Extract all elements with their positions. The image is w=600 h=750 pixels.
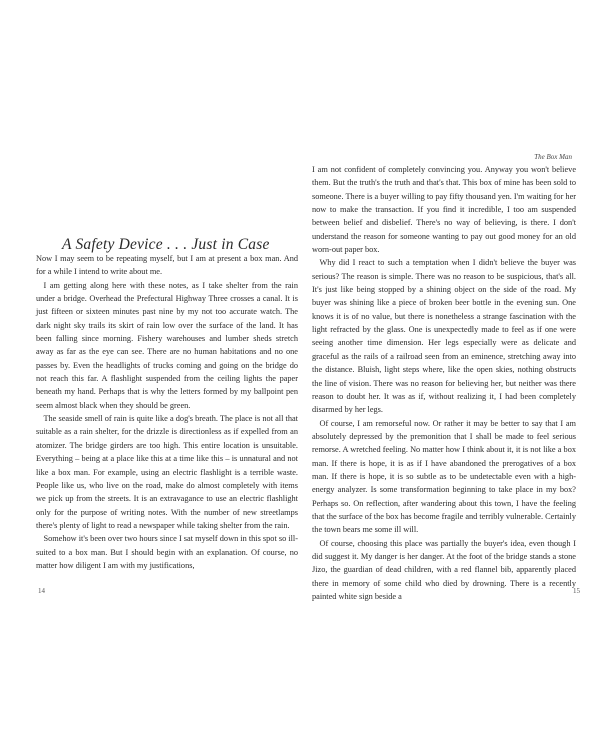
paragraph: Of course, I am remorseful now. Or rather it may be better to say that I am absolutely depressed by the premonition that I shall be made to feel serious remorse. A wretched feeling. No matter how I think about it, it is not like a box man. If there is hope, it is as if I have abandoned the prerogatives of a box man. If there is hope, it is so subtle as to be undetectable even with a high-energy analyzer. Is some transformation beginning to take place in my box? Perhaps so. On reflection, after wandering about this town, I have the feeling that the surface of the box has become fragile and terribly vulnerable. Certainly the town bears me some ill will. xyxy=(312,418,576,535)
paragraph: Now I may seem to be repeating myself, but I am at present a box man. And for a while I intend to write about me. xyxy=(36,254,298,277)
paragraph: Of course, choosing this place was partially the buyer's idea, even though I did suggest it. My danger is her danger. At the foot of the bridge stands a stone Jizo, the guardian of dead children, with a red flannel bib, apparently placed there in memory of some child who died by drowning. There is a recently painted white sign beside a xyxy=(312,538,576,601)
left-body-text xyxy=(36,252,298,572)
paragraph: I am not confident of completely convincing you. Anyway you won't believe them. But the truth's the truth and that's that. This box of mine has been sold to someone. There is a buyer willing to pay fifty thousand yen. I'm waiting for her now to make the transaction. If you find it incredible, I too am suspended between belief and disbelief. There's no way of believing, is there. I don't understand the reason for someone wanting to pay out good money for an old worn-out paper box. xyxy=(312,165,577,255)
paragraph: The seaside smell of rain is quite like a dog's breath. The place is not all that suitable as a rain shelter, for the drizzle is directionless as if expelled from an atomizer. The bridge girders are too high. This entire location is unsuitable. Everything – being at a place like this at a time like this – is unnatural and not like a box man. For example, using an electric flashlight is a terrible waste. People like us, who live on the road, make do almost completely with items we pick up from the streets. It is an extravagance to use an electric flashlight only for the purpose of writing notes. With the number of new streetlamps there's plenty of light to read a newspaper while taking shelter from the rain. xyxy=(36,414,298,530)
running-header: The Box Man xyxy=(534,153,572,161)
paragraph: Somehow it's been over two hours since I sat myself down in this spot so ill-suited to a box man. But I should begin with an explanation. Of course, no matter how diligent I am with my justifications, xyxy=(36,534,298,570)
page-number: 15 xyxy=(573,587,580,595)
paragraph: Why did I react to such a temptation when I didn't believe the buyer was serious? The reason is simple. There was no reason to be suspicious, that's all. It's just like being stopped by a shining object on the side of the road. My buyer was shining like a piece of broken beer bottle in the evening sun. One knows it is of no value, but there is nonetheless a strange fascination with the light refracted by the glass. One is unexpectedly made to feel as if one were seeing another time dimension. Her legs especially were as delicate and graceful as the rails of a railroad seen from an eminence, stretching away into the distance. Bluish, light steps where, like the open skies, nothing obstructs the line of vision. There was no reason for believing her, but neither was there reason to doubt her. It was as if, without realizing it, I had been completely disarmed by her legs. xyxy=(312,258,576,415)
page-number: 14 xyxy=(38,587,45,595)
paragraph: I am getting along here with these notes, as I take shelter from the rain under a bridge. Overhead the Prefectural Highway Three crosses a canal. It is just fifteen or sixteen minutes past nine by my not too accurate watch. The dark night sky trails its skirt of rain low over the surface of the land. It has been falling since morning. Fishery warehouses and lumber sheds stretch away as far as the eye can see. There are no human habitations and no one passes by. Even the headlights of trucks coming and going on the bridge do not reach this far. A flashlight suspended from the ceiling lights the paper beneath my hand. Perhaps that is why the letters formed by my ballpoint pen seem almost black when they should be green. xyxy=(36,280,298,410)
right-body-text xyxy=(312,163,576,603)
chapter-title: A Safety Device . . . Just in Case xyxy=(62,236,270,253)
